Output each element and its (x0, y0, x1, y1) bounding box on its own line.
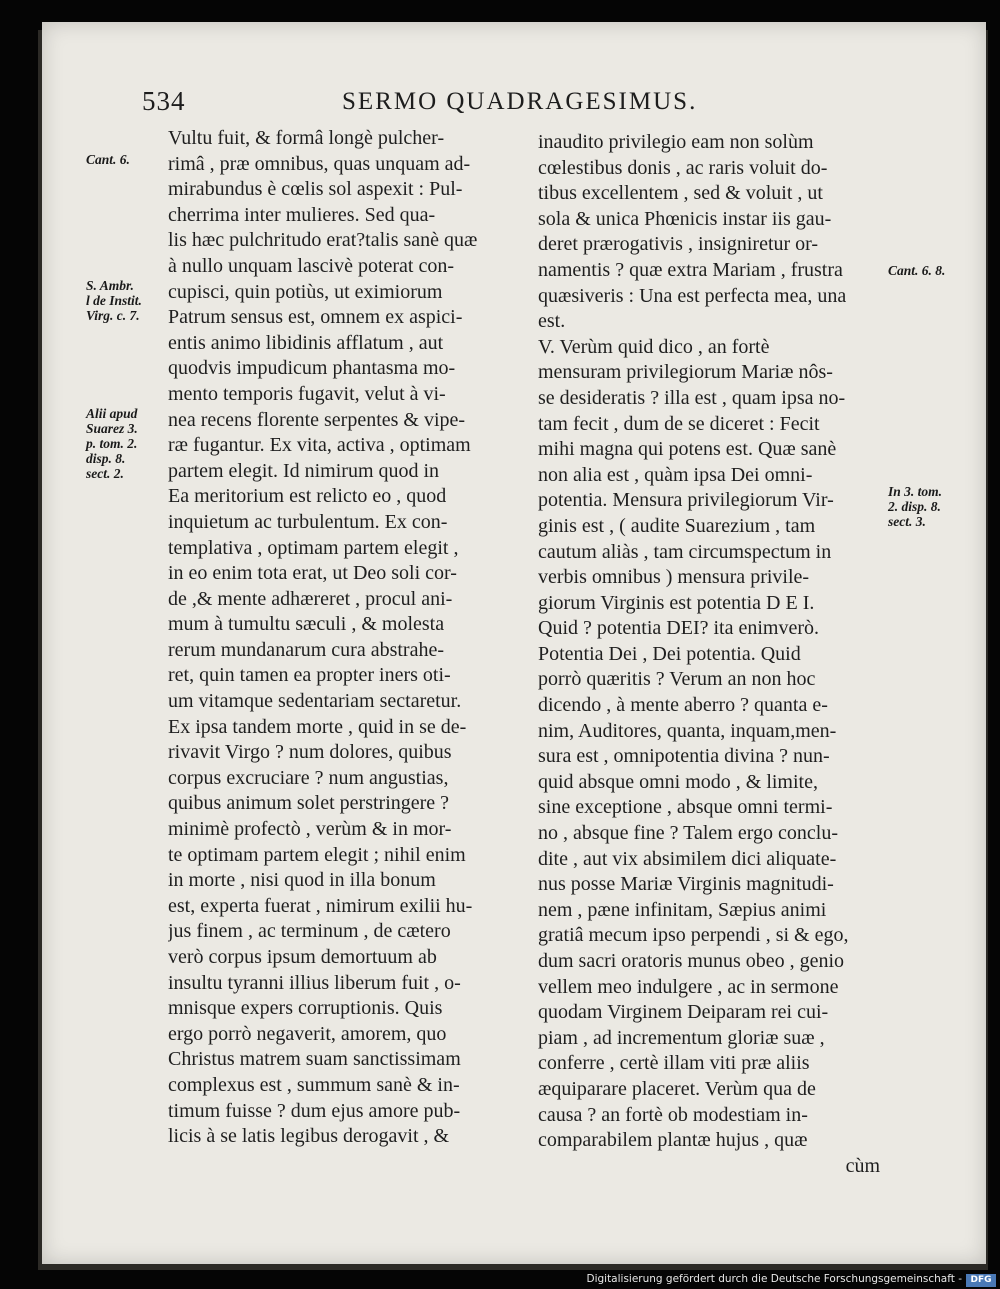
text-line: Vultu fuit, & formâ longè pulcher- (168, 127, 445, 149)
text-line: verbis omnibus ) mensura privile- (538, 566, 810, 589)
marginal-note-line: Virg. c. 7. (86, 308, 140, 323)
text-line: mihi magna qui potens est. Quæ sanè (538, 438, 837, 461)
text-line: licis à se latis legibus derogavit , & (168, 1125, 450, 1148)
text-line: est. (538, 310, 566, 333)
marginal-note-line: Alii apud (86, 406, 138, 421)
text-line: cœlestibus donis , ac raris voluit do- (538, 156, 828, 179)
funding-credit: Digitalisierung gefördert durch die Deutsche Forschungsgemeinschaft - (586, 1273, 962, 1285)
page-number: 534 (142, 86, 186, 116)
text-line: Ea meritorium est relicto eo , quod (168, 485, 447, 508)
text-line: tibus excellentem , sed & voluit , ut (538, 182, 823, 205)
text-line: piam , ad incrementum gloriæ suæ , (538, 1026, 825, 1049)
marginal-note-ambrose (86, 278, 142, 323)
right-text-column (538, 130, 888, 1179)
text-line: causa ? an fortè ob modestiam in- (538, 1103, 808, 1126)
text-line: partem elegit. Id nimirum quod in (168, 459, 440, 482)
text-line: rerum mundanarum cura abstrahe- (168, 638, 444, 661)
text-line: quodvis impudicum phantasma mo- (168, 357, 456, 380)
text-line: conferre , certè illam viti præ aliis (538, 1052, 810, 1075)
text-line: quodam Virginem Deiparam rei cui- (538, 1001, 829, 1024)
text-line: deret prærogativis , insigniretur or- (538, 233, 819, 256)
text-line: æquiparare placeret. Verùm qua de (538, 1077, 816, 1100)
text-line: timum fuisse ? dum ejus amore pub- (168, 1099, 461, 1122)
text-line: porrò quæritis ? Verum an non hoc (538, 668, 816, 691)
text-line: vellem meo indulgere , ac in sermone (538, 975, 839, 998)
text-line: giorum Virginis est potentia D E I. (538, 591, 815, 614)
text-line: rivavit Virgo ? num dolores, quibus (168, 741, 452, 764)
marginal-note-line: sect. 3. (888, 514, 926, 529)
marginal-note-line: sect. 2. (86, 466, 124, 481)
text-line: sura est , omnipotentia divina ? nun- (538, 745, 830, 768)
text-line: um vitamque sedentariam sectaretur. (168, 690, 462, 713)
text-line: no , absque fine ? Talem ergo conclu- (538, 822, 838, 845)
text-line: cherrima inter mulieres. Sed qua- (168, 203, 436, 226)
text-line: Quid ? potentia DEI? ita enimverò. (538, 617, 820, 640)
text-line: inaudito privilegio eam non solùm (538, 131, 814, 153)
text-line: namentis ? quæ extra Mariam , frustra (538, 258, 843, 281)
text-line: ræ fugantur. Ex vita, activa , optimam (168, 434, 471, 457)
text-line: se desideratis ? illa est , quam ipsa no- (538, 386, 846, 409)
text-line: verò corpus ipsum demortuum ab (168, 946, 437, 968)
text-line: V. Verùm quid dico , an fortè (538, 335, 770, 358)
text-line: nem , pæne infinitam, Sæpius animi (538, 898, 827, 921)
text-line: à nullo unquam lascivè poterat con- (168, 254, 455, 277)
text-line: Patrum sensus est, omnem ex aspici- (168, 306, 463, 329)
text-line: sola & unica Phœnicis instar iis gau- (538, 207, 832, 230)
marginal-note-line: Cant. 6. (86, 152, 130, 167)
text-line: ret, quin tamen ea propter iners oti- (168, 664, 451, 687)
text-line: dum sacri oratoris munus obeo , genio (538, 950, 845, 972)
text-line: dite , aut vix absimilem dici aliquate- (538, 847, 837, 870)
text-line: in morte , nisi quod in illa bonum (168, 869, 436, 892)
text-line: non alia est , quàm ipsa Dei omni- (538, 463, 813, 486)
text-line: insultu tyranni illius liberum fuit , o- (168, 971, 461, 994)
text-line: tam fecit , dum de se diceret : Fecit (538, 412, 820, 435)
book-page (42, 22, 986, 1264)
marginal-note-line: disp. 8. (86, 451, 126, 466)
text-line: nus posse Mariæ Virginis magnitudi- (538, 873, 834, 896)
marginal-note-suarez (86, 406, 138, 481)
text-line: te optimam partem elegit ; nihil enim (168, 843, 466, 866)
text-line: quibus animum solet perstringere ? (168, 792, 450, 815)
text-line: cupisci, quin potiùs, ut eximiorum (168, 280, 443, 303)
text-line: lis hæc pulchritudo erat?talis sanè quæ (168, 229, 478, 252)
dfg-logo: DFG (966, 1274, 996, 1287)
text-line: mento temporis fugavit, velut à vi- (168, 382, 446, 405)
text-line: mnisque expers corruptionis. Quis (168, 997, 443, 1020)
text-line: mum à tumultu sæculi , & molesta (168, 613, 445, 636)
text-line: quæsiveris : Una est perfecta mea, una (538, 284, 847, 307)
text-line: Potentia Dei , Dei potentia. Quid (538, 642, 801, 665)
text-line: mensuram privilegiorum Mariæ nôs- (538, 361, 833, 384)
text-line: quid absque omni modo , & limite, (538, 770, 818, 793)
text-line: Ex ipsa tandem morte , quid in se de- (168, 715, 467, 738)
marginal-note-line: p. tom. 2. (86, 436, 138, 451)
text-line: cautum aliàs , tam circumspectum in (538, 540, 832, 563)
text-line: de ,& mente adhæreret , procul ani- (168, 587, 453, 610)
running-title: SERMO QUADRAGESIMUS. (342, 88, 698, 115)
digitization-footer (0, 1273, 1000, 1289)
text-line: Christus matrem suam sanctissimam (168, 1048, 461, 1071)
text-line: complexus est , summum sanè & in- (168, 1073, 460, 1096)
text-line: cùm (845, 1154, 880, 1177)
text-line: gratiâ mecum ipso perpendi , si & ego, (538, 924, 849, 947)
marginal-note-line: S. Ambr. (86, 278, 134, 293)
text-line: comparabilem plantæ hujus , quæ (538, 1129, 808, 1152)
text-line: corpus excruciare ? num angustias, (168, 766, 449, 789)
text-line: dicendo , à mente aberro ? quanta e- (538, 694, 828, 717)
text-line: entis animo libidinis afflatum , aut (168, 331, 444, 354)
text-line: in eo enim tota erat, ut Deo soli cor- (168, 562, 457, 585)
marginal-note-line: Suarez 3. (86, 421, 138, 436)
text-line: jus finem , ac terminum , de cætero (168, 920, 451, 943)
text-line: inquietum ac turbulentum. Ex con- (168, 510, 448, 533)
marginal-note-in-3-tom (888, 484, 942, 529)
text-line: est, experta fuerat , nimirum exilii hu- (168, 894, 473, 917)
marginal-note-line: l de Instit. (86, 293, 142, 308)
text-line: rimâ , præ omnibus, quas unquam ad- (168, 152, 471, 175)
text-line: nea recens florente serpentes & vipe- (168, 408, 466, 431)
text-line: ginis est , ( audite Suarezium , tam (538, 514, 816, 537)
text-line: mirabundus è cœlis sol aspexit : Pul- (168, 178, 463, 201)
marginal-note-line: 2. disp. 8. (888, 499, 941, 514)
marginal-note-cant-6-8 (888, 263, 945, 278)
text-line: minimè profectò , verùm & in mor- (168, 818, 452, 841)
text-line: sine exceptione , absque omni termi- (538, 796, 833, 819)
text-line: potentia. Mensura privilegiorum Vir- (538, 489, 834, 512)
text-line: templativa , optimam partem elegit , (168, 536, 459, 559)
page-header (42, 84, 986, 124)
left-text-column (168, 126, 504, 1150)
marginal-note-line: In 3. tom. (888, 484, 943, 499)
marginal-note-line: Cant. 6. 8. (888, 263, 946, 278)
text-line: nim, Auditores, quanta, inquam,men- (538, 719, 837, 742)
text-line: ergo porrò negaverit, amorem, quo (168, 1022, 447, 1045)
marginal-note-cant-6 (86, 152, 130, 167)
